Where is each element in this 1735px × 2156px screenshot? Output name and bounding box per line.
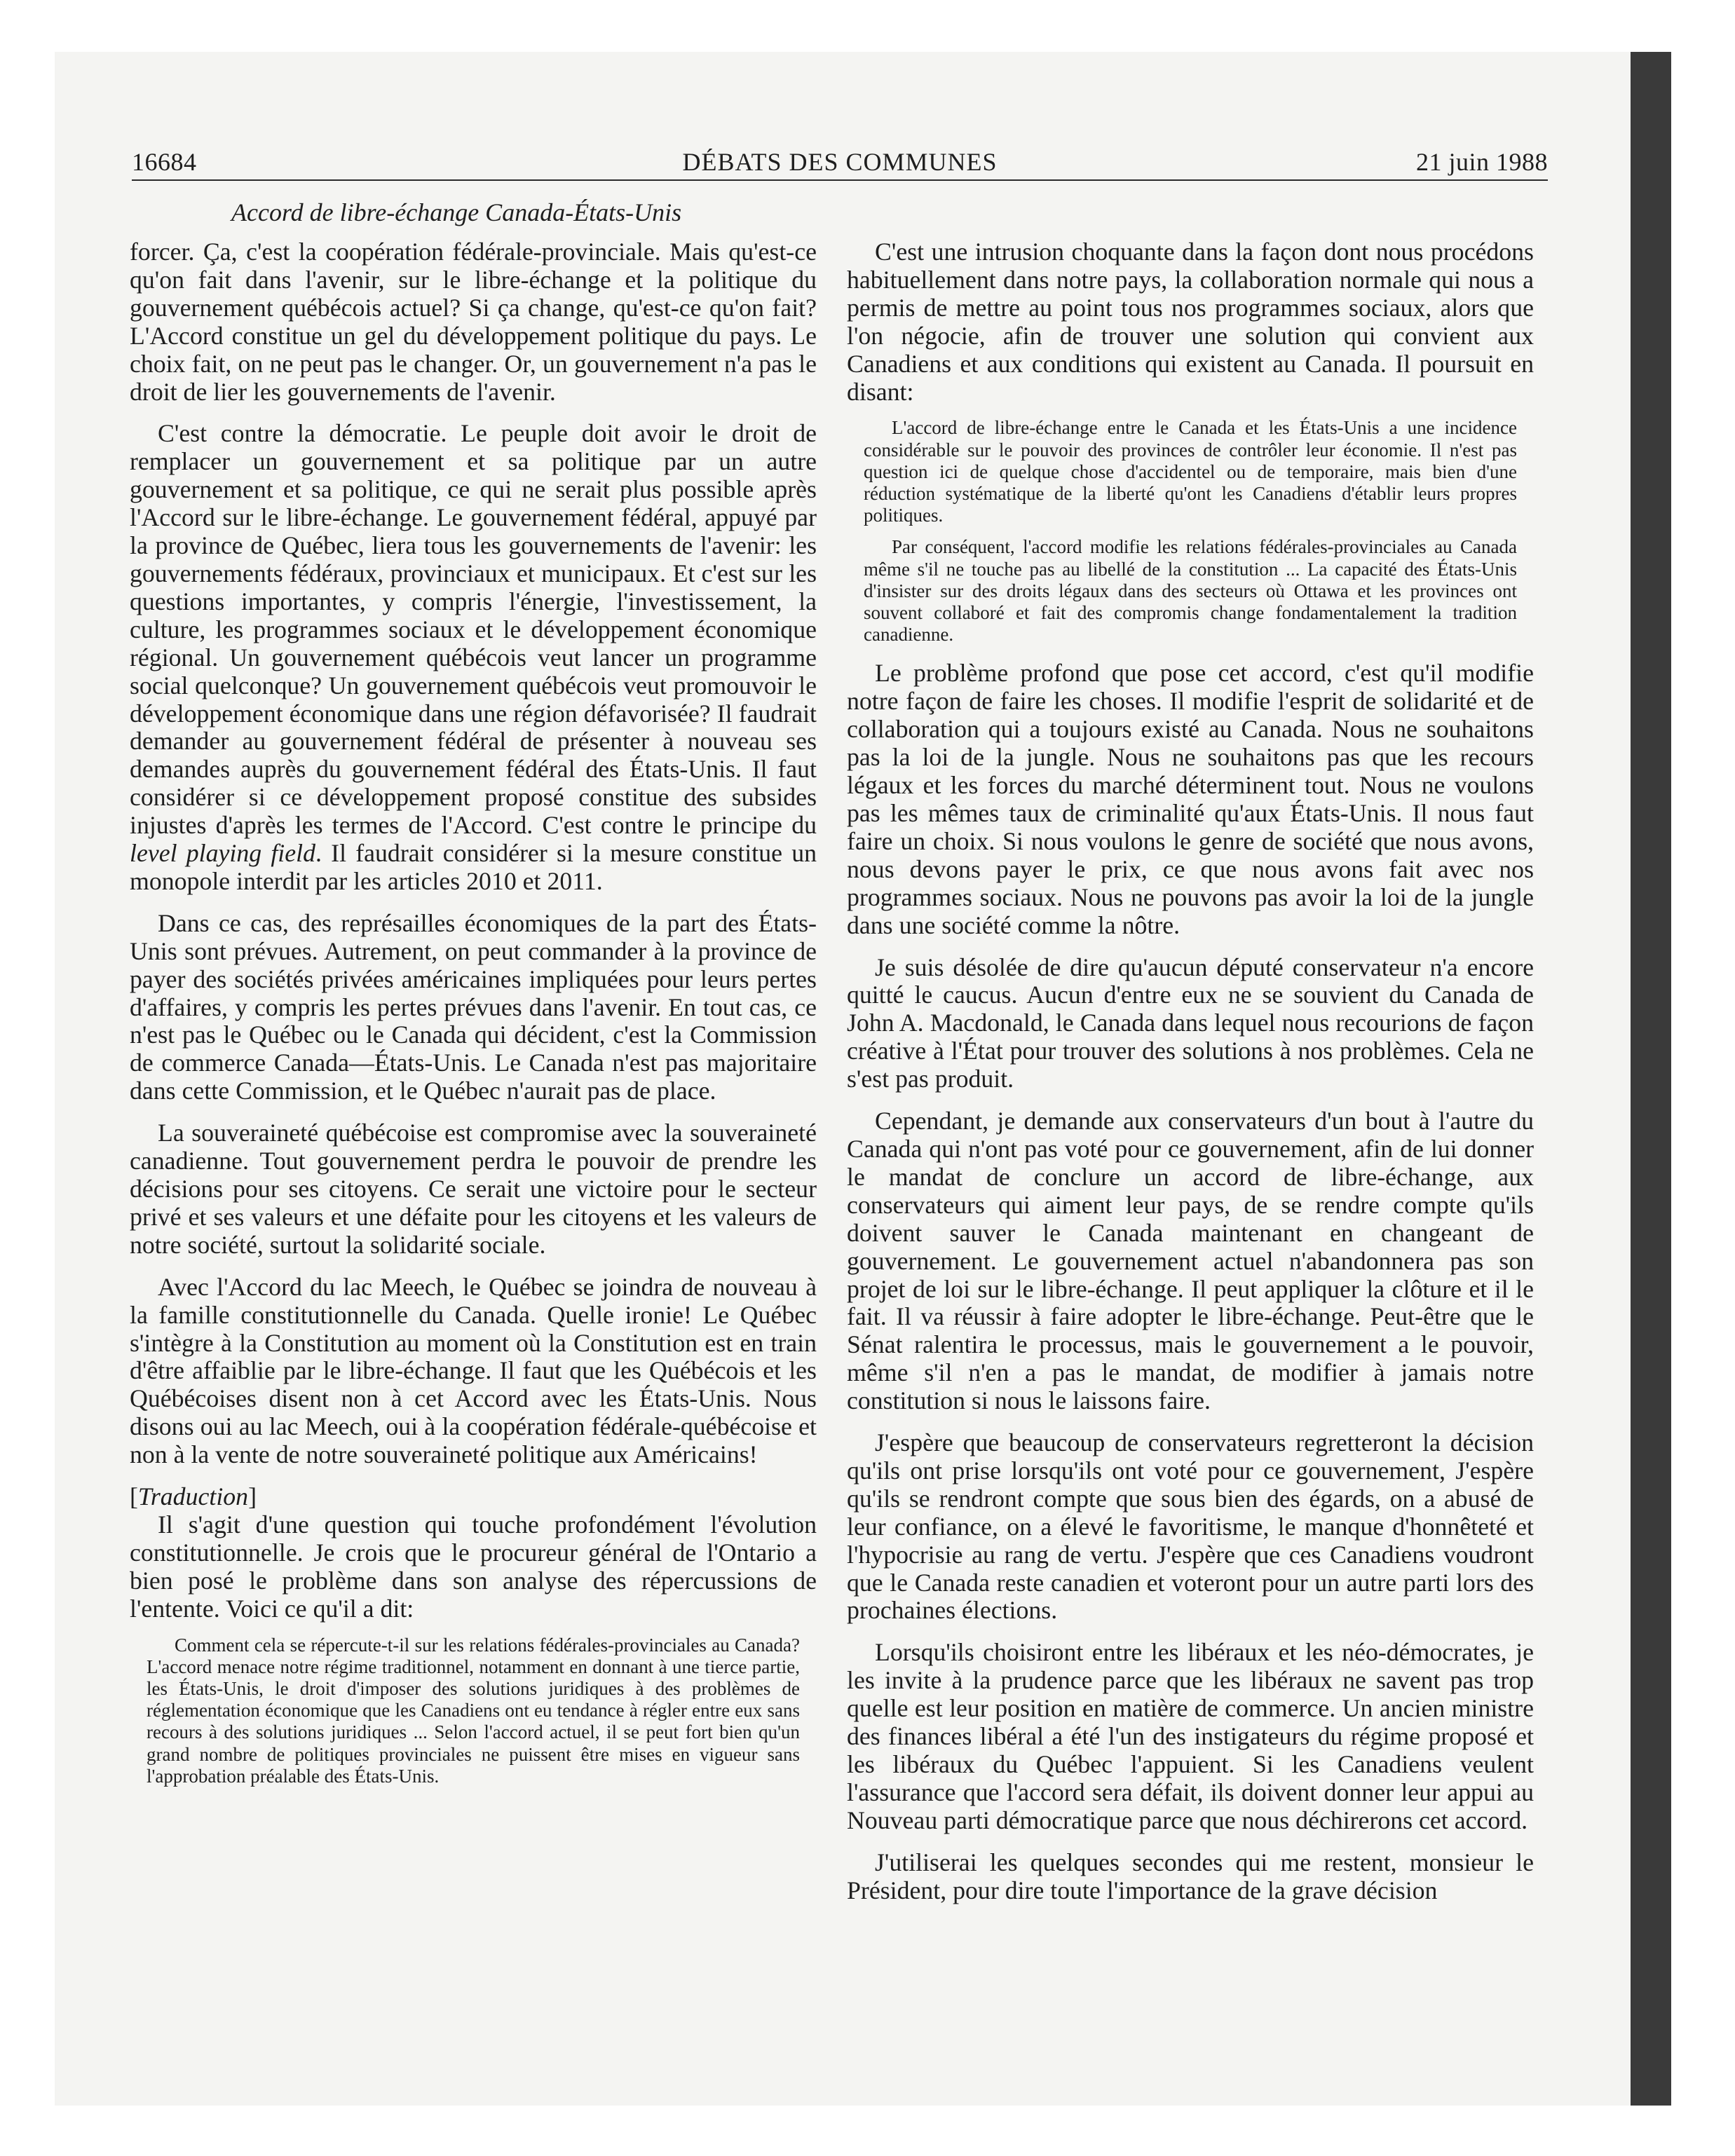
paragraph: La souveraineté québécoise est compromise avec la souveraineté canadienne. Tout gouvernement perdra le pouvoir de prendre les décisions pour ses citoyens. Ce serait une victoire pour le secteur privé et ses valeurs et une défaite pour les citoyens et les valeurs de notre société, surtout la solidarité sociale.	[130, 1119, 817, 1259]
italic-phrase: level playing field	[130, 839, 315, 868]
right-column	[847, 238, 1534, 1905]
block-quote	[847, 417, 1534, 646]
left-column	[130, 238, 817, 1787]
running-title: Accord de libre-échange Canada-États-Unis	[231, 198, 682, 226]
page-header	[132, 140, 1548, 181]
translation-marker	[130, 1483, 817, 1511]
paragraph: J'utiliserai les quelques secondes qui me restent, monsieur le Président, pour dire toute l'importance de la grave décision	[847, 1848, 1534, 1904]
paragraph: Il s'agit d'une question qui touche profondément l'évolution constitutionnelle. Je crois que le procureur général de l'Ontario a bien posé le problème dans son analyse des répercussions de l'entente. Voici ce qu'il a dit:	[130, 1510, 817, 1623]
paragraph: Je suis désolée de dire qu'aucun député conservateur n'a encore quitté le caucus. Aucun d'entre eux ne se souvient du Canada de John A. Macdonald, le Canada dans lequel nous recourions de façon créative à l'État pour trouver des solutions à nos problèmes. Cela ne s'est pas produit.	[847, 953, 1534, 1093]
paragraph: Avec l'Accord du lac Meech, le Québec se joindra de nouveau à la famille constitutionnelle du Canada. Quelle ironie! Le Québec s'intègre à la Constitution au moment où la Constitution est en train d'être affaiblie par le libre-échange. Il faut que les Québécois et les Québécoises disent non à cet Accord avec les États-Unis. Nous disons oui au lac Meech, oui à la coopération fédérale-québécoise et non à la vente de notre souveraineté politique aux Américains!	[130, 1272, 817, 1469]
bracket-close: ]	[248, 1482, 257, 1511]
quote-paragraph: L'accord de libre-échange entre le Canada et les États-Unis a une incidence considérable sur le pouvoir des provinces de contrôler leur économie. Il n'est pas question ici de quelque chose d'accidentel ou de temporaire, mais bien d'une réduction systématique de la liberté qu'ont les Canadiens d'établir leurs propres politiques.	[864, 417, 1517, 526]
page-number: 16684	[132, 148, 197, 176]
publication-title: DÉBATS DES COMMUNES	[682, 148, 998, 176]
paragraph: forcer. Ça, c'est la coopération fédérale-provinciale. Mais qu'est-ce qu'on fait dans l'avenir, sur le libre-échange et la politique du gouvernement québécois actuel? Si ça change, qu'est-ce qu'on fait? L'Accord constitue un gel du développement politique du pays. Le choix fait, on ne peut pas le changer. Or, un gouvernement n'a pas le droit de lier les gouvernements de l'avenir.	[130, 238, 817, 406]
text-run: C'est contre la démocratie. Le peuple doit avoir le droit de remplacer un gouvernement et sa politique par un autre gouvernement et sa politique, ce qui ne serait plus possible après l'Accord sur le libre-échange. Le gouvernement fédéral, appuyé par la province de Québec, liera tous les gouvernements de l'avenir: les gouvernements fédéraux, provinciaux et municipaux. Et c'est sur les questions importantes, y compris l'énergie, l'investissement, la culture, les programmes sociaux et le développement économique régional. Un gouvernement québécois veut lancer un programme social quelconque? Un gouvernement québécois veut promouvoir le développement économique dans une région défavorisée? Il faudrait demander au gouvernement fédéral de présenter à nouveau ses demandes auprès du gouvernement fédéral des États-Unis. Il faut considérer si ce développement proposé constitue des subsides injustes d'après les termes de l'Accord. C'est contre le principe du	[130, 419, 817, 840]
paragraph: C'est une intrusion choquante dans la façon dont nous procédons habituellement dans notre pays, la collaboration normale qui nous a permis de mettre au point tous nos programmes sociaux, alors que l'on négocie, afin de trouver une solution qui convient aux Canadiens et aux conditions qui existent au Canada. Il poursuit en disant:	[847, 238, 1534, 406]
paragraph: Cependant, je demande aux conservateurs d'un bout à l'autre du Canada qui n'ont pas voté pour ce gouvernement, afin de lui donner le mandat de conclure un accord de libre-échange, aux conservateurs qui aiment leur pays, de se rendre compte qu'ils doivent sauver le Canada maintenant en changeant de gouvernement. Le gouvernement actuel n'abandonnera pas son projet de loi sur le libre-échange. Il peut appliquer la clôture et il le fait. Il va réussir à faire adopter le libre-échange. Peut-être que le Sénat ralentira le processus, mais le gouvernement a le pouvoir, même s'il n'en a pas le mandat, de modifier à jamais notre constitution si nous le laissons faire.	[847, 1107, 1534, 1415]
paragraph: Dans ce cas, des représailles économiques de la part des États-Unis sont prévues. Autrement, on peut commander à la province de payer des sociétés privées américaines impliquées pour leurs pertes d'affaires, y compris les pertes prévues dans l'avenir. En tout cas, ce n'est pas le Québec ou le Canada qui décident, c'est la Commission de commerce Canada—États-Unis. Le Canada n'est pas majoritaire dans cette Commission, et le Québec n'aurait pas de place.	[130, 908, 817, 1105]
scan-edge-bar	[1631, 52, 1671, 2106]
text-run: . Il faudrait considérer si la mesure constitue un monopole interdit par les articles 2010 et 2011.	[130, 839, 817, 895]
quote-paragraph: Comment cela se répercute-t-il sur les relations fédérales-provinciales au Canada? L'accord menace notre régime traditionnel, notamment en donnant à une tierce partie, les États-Unis, le droit d'imposer des solutions juridiques à des problèmes de réglementation économique que les Canadiens ont eu tendance à régler entre eux sans recours à des solutions juridiques ... Selon l'accord actuel, il se peut fort bien qu'un grand nombre de politiques provinciales ne puissent être mises en vigueur sans l'approbation préalable des États-Unis.	[147, 1634, 800, 1787]
paragraph: Le problème profond que pose cet accord, c'est qu'il modifie notre façon de faire les choses. Il modifie l'esprit de solidarité et de collaboration qui a toujours existé au Canada. Nous ne souhaitons pas la loi de la jungle. Nous ne souhaitons pas que les recours légaux et les forces du marché déterminent tout. Nous ne voulons pas les mêmes taux de criminalité qu'aux États-Unis. Il nous faut faire un choix. Si nous voulons le genre de société que nous avons, nous devons payer le prix, ce que nous avons fait avec nos programmes sociaux. Nous ne pouvons pas avoir la loi de la jungle dans une société comme la nôtre.	[847, 659, 1534, 939]
paragraph: Lorsqu'ils choisiront entre les libéraux et les néo-démocrates, je les invite à la prudence parce que les libéraux ne savent pas trop quelle est leur position en matière de commerce. Un ancien ministre des finances libéral a été l'un des instigateurs du régime proposé et les libéraux du Québec l'appuient. Si les Canadiens veulent l'assurance que l'accord sera défait, ils doivent donner leur appui au Nouveau parti démocratique parce que nous déchirerons cet accord.	[847, 1638, 1534, 1834]
paragraph: J'espère que beaucoup de conservateurs regretteront la décision qu'ils ont prise lorsqu'ils ont voté pour ce gouvernement, J'espère qu'ils se rendront compte que sous bien des égards, on a abusé de leur confiance, on a élevé le favoritisme, le manque d'honnêteté et l'hypocrisie au rang de vertu. J'espère que ces Canadiens voudront que le Canada reste canadien et voteront pour un autre parti lors des prochaines élections.	[847, 1428, 1534, 1625]
translation-label: Traduction	[137, 1482, 249, 1511]
bracket-open: [	[130, 1482, 138, 1511]
sitting-date: 21 juin 1988	[1415, 148, 1548, 176]
quote-paragraph: Par conséquent, l'accord modifie les relations fédérales-provinciales au Canada même s'il ne touche pas au libellé de la constitution ... La capacité des États-Unis d'insister sur des droits légaux dans des secteurs où Ottawa et les provinces ont souvent collaboré et fait des compromis change fondamentalement la tradition canadienne.	[864, 536, 1517, 646]
paragraph	[130, 420, 817, 895]
block-quote	[130, 1635, 817, 1787]
